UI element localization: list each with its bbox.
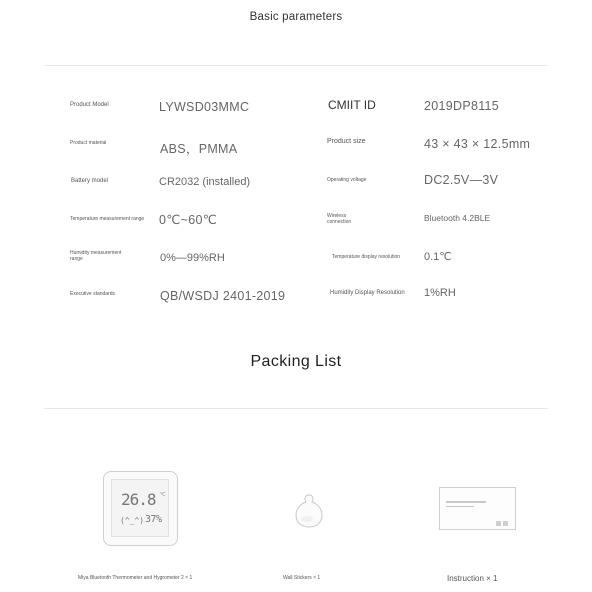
label-cmiit-id: CMIIT ID [328, 98, 376, 112]
caption-wall-stickers: Wall Stickers × 1 [283, 575, 321, 581]
value-product-size: 43 × 43 × 12.5mm [424, 137, 531, 151]
value-wireless-connection: Bluetooth 4.2BLE [424, 213, 491, 223]
label-humidity-range: Humidity measurement range [70, 250, 122, 262]
label-executive-standards: Executive standards [70, 291, 116, 297]
divider-top [44, 65, 548, 66]
value-cmiit-id: 2019DP8115 [424, 99, 500, 113]
value-executive-standards: QB/WSDJ 2401-2019 [160, 289, 286, 303]
wall-sticker-icon [294, 493, 324, 529]
lcd-unit: ℃ [160, 492, 166, 498]
lcd-humidity: 37% [145, 514, 162, 525]
value-operating-voltage: DC2.5V—3V [424, 173, 499, 187]
label-product-material: Product material [70, 140, 107, 146]
manual-logo-icon [496, 521, 501, 526]
label-product-size: Product size [327, 138, 366, 145]
value-product-material: ABS，PMMA [160, 142, 238, 156]
label-wireless-connection: Wireless connection [327, 213, 352, 225]
label-temperature-resolution: Temperature display resolution [332, 254, 401, 260]
divider-packing [44, 408, 548, 409]
value-temperature-range: 0℃~60℃ [159, 213, 218, 227]
basic-parameters-title: Basic parameters [249, 11, 343, 23]
label-operating-voltage: Operating voltage [327, 177, 367, 183]
lcd-temperature: 26.8 [121, 490, 156, 509]
value-humidity-range: 0%—99%RH [160, 252, 225, 264]
lcd-face-icon: (^_^) [120, 516, 145, 525]
thermometer-device-icon [103, 471, 178, 546]
label-product-model: Product Model [70, 102, 109, 108]
label-temperature-range: Temperature measurement range [70, 216, 145, 222]
manual-logo-icon-2 [503, 521, 508, 526]
value-temperature-resolution: 0.1℃ [424, 251, 452, 263]
packing-list-title: Packing List [250, 353, 342, 370]
caption-thermometer: Miya Bluetooth Thermometer and Hygrometer 2 × 1 [78, 575, 193, 581]
caption-instruction: Instruction × 1 [447, 574, 498, 583]
value-battery-model: CR2032 (installed) [159, 176, 251, 188]
label-battery-model: Battery model [71, 178, 109, 184]
value-product-model: LYWSD03MMC [159, 100, 250, 114]
value-humidity-resolution: 1%RH [424, 287, 456, 299]
label-humidity-resolution: Humidity Display Resolution [330, 290, 405, 296]
device-lcd-screen [111, 479, 169, 537]
instruction-card-icon [439, 487, 516, 530]
